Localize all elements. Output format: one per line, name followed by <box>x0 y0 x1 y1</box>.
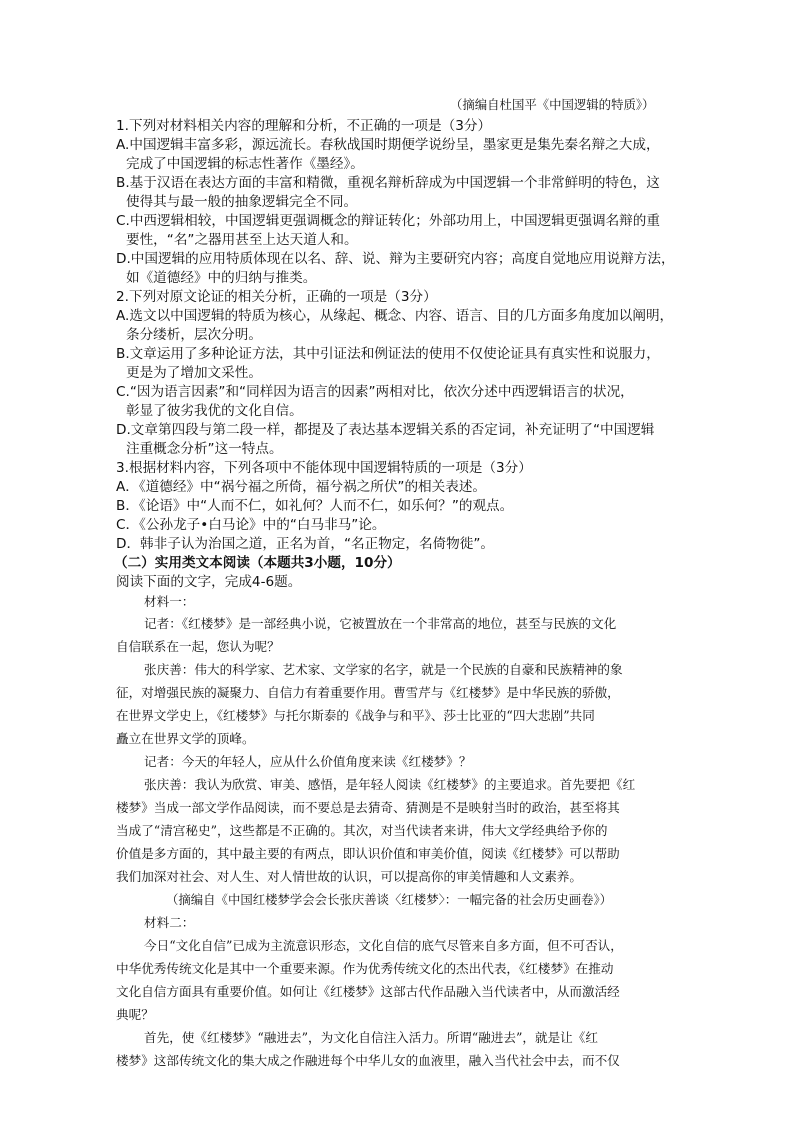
q1-option-a: A.中国逻辑丰富多彩，源远流长。春秋战国时期便学说纷呈，墨家更是集先秦名辩之大成， <box>116 137 660 153</box>
material1-line: 楼梦》当成一部文学作品阅读，而不要总是去猜奇、猜测是不是映射当时的政治，甚至将其 <box>116 800 620 815</box>
material1-line: 当成了“清宫秘史”，这些都是不正确的。其次，对当代读者来讲，伟大文学经典给予你的 <box>116 823 608 838</box>
material1-line: 记者：《红楼梦》是一部经典小说，它被置放在一个非常高的地位，甚至与民族的文化 <box>144 616 617 631</box>
q3-option-a: A．《道德经》中“祸兮福之所倚，福兮祸之所伏”的相关表述。 <box>116 479 487 495</box>
q1-option-d: D.中国逻辑的应用特质体现在以名、辞、说、辩为主要研究内容；高度自觉地应用说辩方法， <box>116 251 675 267</box>
q1-option-b-cont: 使得其与最一般的抽象逻辑完全不同。 <box>126 194 358 210</box>
q2-option-a: A.选文以中国逻辑的特质为核心，从缘起、概念、内容、语言、目的几方面多角度加以阐明， <box>116 308 674 324</box>
q2-option-c-cont: 彰显了彼劣我优的文化自信。 <box>126 403 303 419</box>
material2-label: 材料二： <box>144 915 195 930</box>
material2-line: 首先，使《红楼梦》“融进去”，为文化自信注入活力。所谓“融进去”，就是让《红 <box>144 1030 598 1045</box>
q1-option-b: B.基于汉语在表达方面的丰富和精微，重视名辩析辞成为中国逻辑一个非常鲜明的特色，这 <box>116 175 660 191</box>
material1-line: 我们加深对社会、对人生、对人情世故的认识，可以提高你的审美情趣和人文素养。 <box>116 869 582 884</box>
section2-instruction: 阅读下面的文字，完成4-6题。 <box>116 574 302 590</box>
material2-line: 楼梦》这部传统文化的集大成之作融进每个中华儿女的血液里，融入当代社会中去，而不仅 <box>116 1053 620 1068</box>
material2-line: 中华优秀传统文化是其中一个重要来源。作为优秀传统文化的杰出代表，《红楼梦》在推动 <box>116 961 614 976</box>
material1-line: 记者：今天的年轻人，应从什么价值角度来读《红楼梦》？ <box>144 754 472 769</box>
material2-line: 文化自信方面具有重要价值。如何让《红楼梦》这部古代作品融入当代读者中，从而激活经 <box>116 984 620 999</box>
material1-line: 价值是多方面的，其中最主要的有两点，即认识价值和审美价值，阅读《红楼梦》可以帮助 <box>116 846 620 861</box>
q2-option-d-cont: 注重概念分析”这一特点。 <box>126 441 283 457</box>
material1-line: 征，对增强民族的凝聚力、自信力有着重要作用。曹雪芹与《红楼梦》是中华民族的骄傲， <box>116 685 620 700</box>
material1-label: 材料一： <box>144 594 195 609</box>
q3-option-d: D．韩非子认为治国之道，正名为首，“名正物定，名倚物徙”。 <box>116 536 494 552</box>
q2-stem: 2.下列对原文论证的相关分析，正确的一项是（3分） <box>116 289 437 305</box>
q2-option-c: C.“因为语言因素”和“同样因为语言的因素”两相对比，依次分述中西逻辑语言的状况， <box>116 384 634 400</box>
material2-line: 典呢？ <box>116 1007 154 1022</box>
q3-stem: 3.根据材料内容，下列各项中不能体现中国逻辑特质的一项是（3分） <box>116 460 532 476</box>
source-citation-top: （摘编自杜国平《中国逻辑的特质》） <box>450 97 655 112</box>
q3-option-c: C．《公孙龙子•白马论》中的“白马非马”论。 <box>116 517 386 533</box>
material1-line: 自信联系在一起，您认为呢？ <box>116 639 280 654</box>
material1-source: （摘编自《中国红楼梦学会会长张庆善谈〈红楼梦〉：一幅完备的社会历史画卷》） <box>166 892 613 907</box>
q1-option-c: C.中西逻辑相较，中国逻辑更强调概念的辩证转化；外部功用上，中国逻辑更强调名辩的重 <box>116 213 660 229</box>
q1-option-c-cont: 要性，“名”之器用甚至上达天道人和。 <box>126 232 358 248</box>
q2-option-b-cont: 更是为了增加文采性。 <box>126 365 262 381</box>
q1-option-d-cont: 如《道德经》中的归纳与推类。 <box>126 270 317 286</box>
material1-line: 张庆善：伟大的科学家、艺术家、文学家的名字，就是一个民族的自豪和民族精神的象 <box>144 662 623 677</box>
q1-option-a-cont: 完成了中国逻辑的标志性著作《墨经》。 <box>126 156 364 172</box>
material1-line: 张庆善：我认为欣赏、审美、感悟，是年轻人阅读《红楼梦》的主要追求。首先要把《红 <box>144 777 636 792</box>
material1-line: 矗立在世界文学的顶峰。 <box>116 731 255 746</box>
q2-option-d: D.文章第四段与第二段一样，都提及了表达基本逻辑关系的否定词，补充证明了“中国逻辑 <box>116 422 655 438</box>
q2-option-b: B.文章运用了多种论证方法，其中引证法和例证法的使用不仅使论证具有真实性和说服力， <box>116 346 660 362</box>
material2-line: 今日“文化自信”已成为主流意识形态，文化自信的底气尽管来自多方面，但不可否认， <box>144 938 623 953</box>
q1-stem: 1.下列对材料相关内容的理解和分析，不正确的一项是（3分） <box>116 118 492 134</box>
material1-line: 在世界文学史上，《红楼梦》与托尔斯泰的《战争与和平》、莎士比亚的“四大悲剧”共同 <box>116 708 595 723</box>
q2-option-a-cont: 条分缕析，层次分明。 <box>126 327 262 343</box>
q3-option-b: B．《论语》中“人而不仁，如礼何？人而不仁，如乐何？”的观点。 <box>116 498 514 514</box>
section2-title: （二）实用类文本阅读（本题共3小题，10分） <box>114 555 401 571</box>
